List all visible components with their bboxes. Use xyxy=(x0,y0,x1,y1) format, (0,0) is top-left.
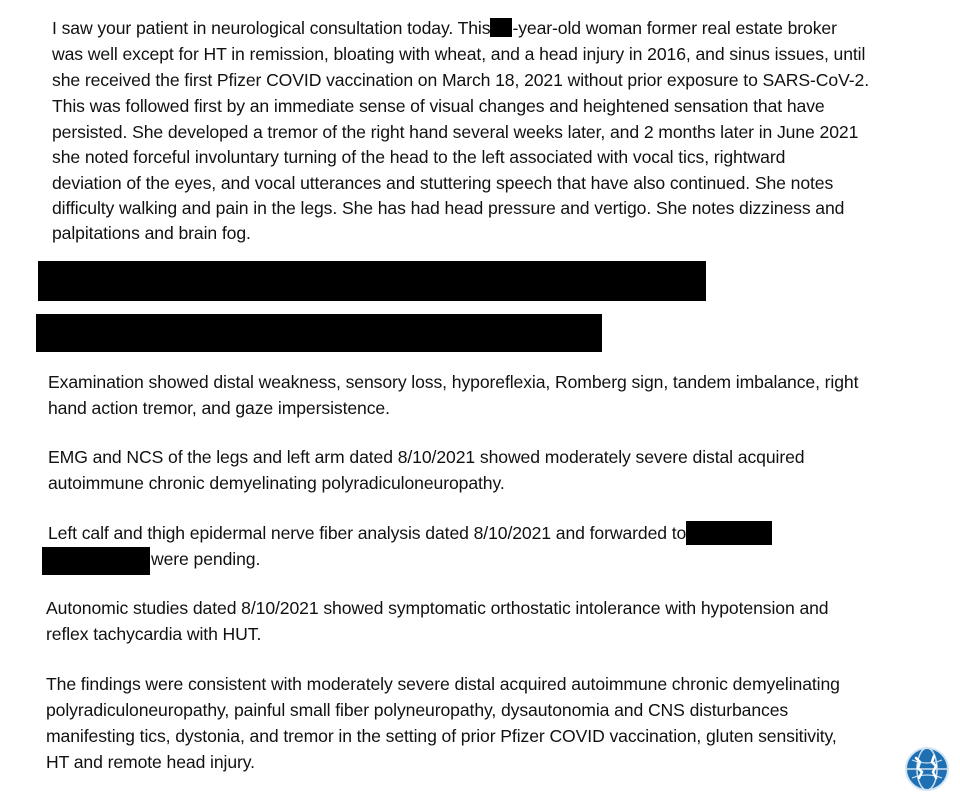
text: I saw your patient in neurological consultation today. This xyxy=(52,18,491,38)
autonomic-line1 xyxy=(46,597,829,619)
paragraph1-line1 xyxy=(52,17,837,39)
findings-line2 xyxy=(46,699,788,721)
text: were pending. xyxy=(151,549,261,569)
text: This was followed first by an immediate sense of visual changes and heightened sensation that have xyxy=(52,96,825,116)
globe-logo-icon xyxy=(904,746,950,792)
exam-line1 xyxy=(48,371,858,393)
text: deviation of the eyes, and vocal utterances and stuttering speech that have also continued. She notes xyxy=(52,173,834,193)
redaction-bar-3 xyxy=(42,547,150,575)
paragraph1-line8 xyxy=(52,197,844,219)
exam-line2 xyxy=(48,397,390,419)
text: was well except for HT in remission, bloating with wheat, and a head injury in 2016, and sinus issues, until xyxy=(52,44,866,64)
text: hand action tremor, and gaze impersistence. xyxy=(48,398,390,418)
findings-line4 xyxy=(46,751,255,773)
biopsy-line1 xyxy=(48,521,772,545)
text: Autonomic studies dated 8/10/2021 showed symptomatic orthostatic intolerance with hypotension and xyxy=(46,598,829,618)
findings-line3 xyxy=(46,725,837,747)
paragraph1-line3 xyxy=(52,69,869,91)
text: she noted forceful involuntary turning of the head to the left associated with vocal tics, rightward xyxy=(52,147,786,167)
paragraph1-line9 xyxy=(52,222,251,244)
text: HT and remote head injury. xyxy=(46,752,255,772)
text: palpitations and brain fog. xyxy=(52,223,251,243)
text: manifesting tics, dystonia, and tremor in the setting of prior Pfizer COVID vaccination, gluten sensitivity, xyxy=(46,726,837,746)
redaction-bar-2 xyxy=(36,314,602,352)
text: persisted. She developed a tremor of the right hand several weeks later, and 2 months later in June 2021 xyxy=(52,122,859,142)
findings-line1 xyxy=(46,673,840,695)
emg-line1 xyxy=(48,446,804,468)
text: she received the first Pfizer COVID vaccination on March 18, 2021 without prior exposure to SARS-CoV-2. xyxy=(52,70,869,90)
paragraph1-line6 xyxy=(52,146,785,168)
text: reflex tachycardia with HUT. xyxy=(46,624,262,644)
redaction-lab xyxy=(686,521,772,545)
paragraph1-line7 xyxy=(52,172,833,194)
text: EMG and NCS of the legs and left arm dated 8/10/2021 showed moderately severe distal acquired xyxy=(48,447,805,467)
redaction-bar-1 xyxy=(38,261,706,301)
text: -year-old woman former real estate broker xyxy=(512,18,837,38)
redaction-age xyxy=(490,18,512,37)
text: Examination showed distal weakness, sensory loss, hyporeflexia, Romberg sign, tandem imbalance, right xyxy=(48,372,859,392)
paragraph1-line4 xyxy=(52,95,825,117)
text: polyradiculoneuropathy, painful small fiber polyneuropathy, dysautonomia and CNS disturbances xyxy=(46,700,789,720)
paragraph1-line2 xyxy=(52,43,865,65)
text: autoimmune chronic demyelinating polyradiculoneuropathy. xyxy=(48,473,505,493)
text: Left calf and thigh epidermal nerve fiber analysis dated 8/10/2021 and forwarded to xyxy=(48,523,687,543)
text: The findings were consistent with moderately severe distal acquired autoimmune chronic demyelinating xyxy=(46,674,840,694)
biopsy-line2 xyxy=(151,548,260,570)
text: difficulty walking and pain in the legs. She has had head pressure and vertigo. She notes dizziness and xyxy=(52,198,845,218)
autonomic-line2 xyxy=(46,623,261,645)
paragraph1-line5 xyxy=(52,121,858,143)
emg-line2 xyxy=(48,472,505,494)
